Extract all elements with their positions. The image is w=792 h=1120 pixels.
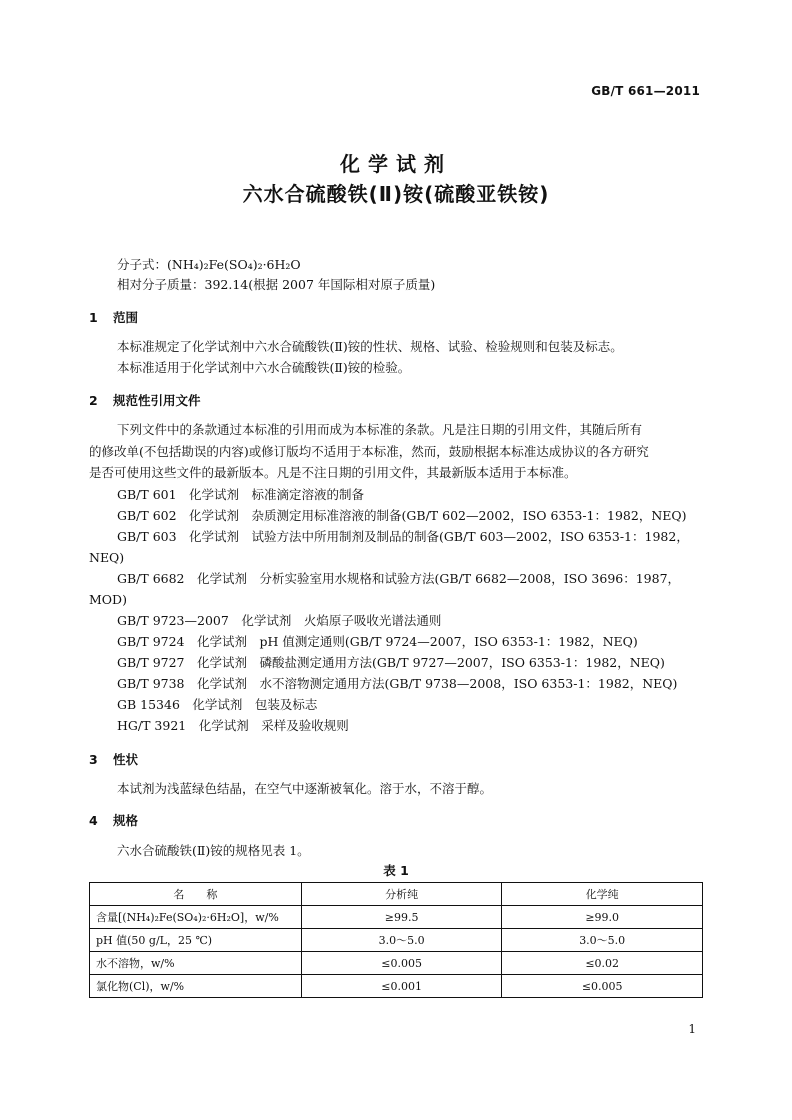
table-cell: ≤0.005: [301, 952, 502, 975]
section-4-paragraph: 六水合硫酸铁(Ⅱ)铵的规格见表 1。: [117, 843, 310, 858]
molar-mass: 相对分子质量：392.14(根据 2007 年国际相对原子质量): [117, 277, 436, 292]
section-title: 规格: [113, 813, 139, 828]
reference-item: GB/T 9723—2007 化学试剂 火焰原子吸收光谱法通则: [117, 613, 442, 628]
section-1-paragraph-2: 本标准适用于化学试剂中六水合硫酸铁(Ⅱ)铵的检验。: [117, 360, 411, 375]
table-row: [90, 952, 703, 975]
column-header-ar: 分析纯: [301, 883, 502, 906]
reference-item: HG/T 3921 化学试剂 采样及验收规则: [117, 718, 349, 733]
section-3-heading: [89, 750, 138, 768]
reference-item: GB 15346 化学试剂 包装及标志: [117, 697, 318, 712]
section-1-heading: [89, 308, 138, 326]
table-row: [90, 975, 703, 998]
reference-item: GB/T 9724 化学试剂 pH 值测定通则(GB/T 9724—2007，ISO 6353-1：1982，NEQ): [117, 634, 638, 649]
column-header-name: 名 称: [90, 883, 302, 906]
section-number: 2: [89, 393, 98, 408]
standard-code: GB/T 661—2011: [591, 84, 700, 98]
table-row: [90, 906, 703, 929]
reference-item: GB/T 9738 化学试剂 水不溶物测定通用方法(GB/T 9738—2008，ISO 6353-1：1982，NEQ): [117, 676, 678, 691]
table-row: [90, 929, 703, 952]
document-title-line2: 六水合硫酸铁(Ⅱ)铵(硫酸亚铁铵): [242, 182, 550, 206]
section-number: 1: [89, 310, 98, 325]
table-cell: 含量[(NH₄)₂Fe(SO₄)₂·6H₂O]，w/%: [90, 906, 302, 929]
table-cell: ≤0.005: [502, 975, 703, 998]
table-cell: ≤0.02: [502, 952, 703, 975]
molecular-formula: 分子式：(NH₄)₂Fe(SO₄)₂·6H₂O: [117, 257, 301, 272]
table-cell: ≥99.0: [502, 906, 703, 929]
section-title: 性状: [113, 752, 139, 767]
column-header-cp: 化学纯: [502, 883, 703, 906]
reference-item-continuation: MOD): [89, 592, 127, 607]
reference-item: GB/T 9727 化学试剂 磷酸盐测定通用方法(GB/T 9727—2007，ISO 6353-1：1982，NEQ): [117, 655, 665, 670]
reference-item: GB/T 6682 化学试剂 分析实验室用水规格和试验方法(GB/T 6682—2008，ISO 3696：1987，: [117, 571, 681, 586]
table-cell: ≥99.5: [301, 906, 502, 929]
specification-table: [89, 882, 703, 998]
table-cell: 氯化物(Cl)，w/%: [90, 975, 302, 998]
table-cell: pH 值(50 g/L，25 ℃): [90, 929, 302, 952]
section-1-paragraph-1: 本标准规定了化学试剂中六水合硫酸铁(Ⅱ)铵的性状、规格、试验、检验规则和包装及标志。: [117, 339, 623, 354]
section-3-paragraph: 本试剂为浅蓝绿色结晶，在空气中逐渐被氧化。溶于水，不溶于醇。: [117, 781, 493, 796]
document-title-line1: 化学试剂: [340, 152, 452, 176]
table-cell: 3.0～5.0: [502, 929, 703, 952]
page-number: 1: [688, 1022, 696, 1036]
table-cell: 3.0～5.0: [301, 929, 502, 952]
section-2-intro-line-1: 下列文件中的条款通过本标准的引用而成为本标准的条款。凡是注日期的引用文件，其随后所有: [117, 422, 643, 437]
section-title: 范围: [113, 310, 139, 325]
reference-item: GB/T 602 化学试剂 杂质测定用标准溶液的制备(GB/T 602—2002，ISO 6353-1：1982，NEQ): [117, 508, 687, 523]
reference-item: GB/T 603 化学试剂 试验方法中所用制剂及制品的制备(GB/T 603—2002，ISO 6353-1：1982，: [117, 529, 689, 544]
table-cell: 水不溶物，w/%: [90, 952, 302, 975]
section-number: 3: [89, 752, 98, 767]
table-header-row: [90, 883, 703, 906]
section-2-intro-line-3: 是否可使用这些文件的最新版本。凡是不注日期的引用文件，其最新版本适用于本标准。: [89, 465, 577, 480]
reference-item: GB/T 601 化学试剂 标准滴定溶液的制备: [117, 487, 365, 502]
table-cell: ≤0.001: [301, 975, 502, 998]
table-caption: 表 1: [383, 863, 409, 878]
reference-item-continuation: NEQ): [89, 550, 125, 565]
section-2-intro-line-2: 的修改单(不包括勘误的内容)或修订版均不适用于本标准，然而，鼓励根据本标准达成协议的各方研究: [89, 444, 649, 459]
section-4-heading: [89, 811, 138, 829]
section-number: 4: [89, 813, 98, 828]
section-title: 规范性引用文件: [113, 393, 201, 408]
section-2-heading: [89, 391, 201, 409]
